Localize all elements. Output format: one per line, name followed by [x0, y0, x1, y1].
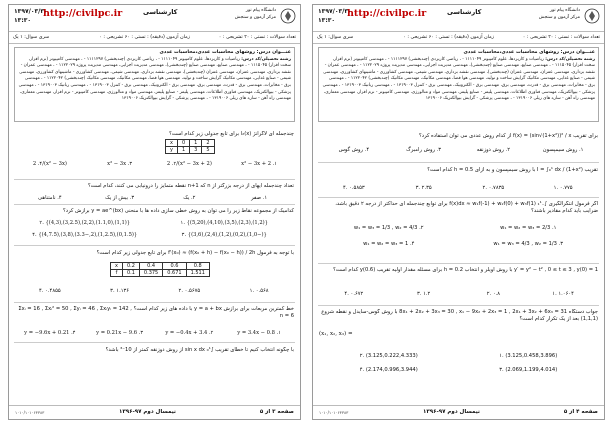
answer-options-row-1 — [319, 353, 598, 360]
option-2[interactable]: ۰.۵۶۷۵ .۲ — [178, 288, 201, 294]
solution-vector-label: (x₁, x₂, x₃) = — [319, 331, 353, 337]
table-cell: 0 — [177, 140, 189, 147]
option-4[interactable]: ۰.۴۸۵۵ .۴ — [39, 288, 61, 294]
option-4[interactable]: ۰.۶۷۲ .۴ — [344, 291, 364, 297]
option-2[interactable]: ۰.۷۸۳۵ .۲ — [482, 185, 505, 191]
question-series: سری سوال: ۱ یک — [317, 35, 354, 40]
table-cell: 5 — [202, 147, 214, 154]
data-table — [165, 139, 215, 154]
table-row — [111, 263, 210, 270]
option-1[interactable]: ۱. صفر — [251, 195, 268, 201]
divider — [318, 162, 599, 163]
divider — [14, 302, 295, 303]
exam-page-3 — [8, 4, 301, 420]
divider — [14, 204, 295, 205]
exam-page-4 — [312, 4, 605, 420]
option-3[interactable]: ۲.۳۵ .۳ — [415, 185, 432, 191]
exam-duration: زمان آزمون (دقیقه) : تستی : ۶۰ تشریحی : ۰ — [403, 35, 494, 40]
divider — [318, 197, 599, 198]
option-1[interactable]: w₁ = w₂ = w₃ = 2/3 .۱ — [500, 225, 557, 231]
table-cell: y — [166, 147, 178, 154]
semester-label: نیمسال دوم ۹۷-۱۳۹۶ — [119, 409, 176, 415]
question-text: با توجه به فرمول f'(x₀) ≈ (f(x₀ + h) − f(x₀ − h)) / 2h برای تابع جدولی زیر کدام است؟ — [96, 250, 294, 256]
option-2[interactable]: w₁ = w₃ = 1/3 , w₂ = 4/3 .۲ — [353, 225, 424, 231]
divider — [14, 342, 295, 343]
reference-code: ۱۰۱۰/۱۰۱۰۶۳۳۸۳ — [319, 410, 349, 415]
table-cell: x — [111, 263, 123, 270]
course-title: عنـــوان درس: روشهای محاسبات عددی،محاسبات عددی — [463, 50, 595, 55]
option-1[interactable]: ۱. روش سیمپسون — [542, 147, 584, 153]
divider — [318, 263, 599, 264]
answer-options-row-2 — [319, 241, 598, 248]
table-cell: 3 — [190, 147, 202, 154]
page-header — [313, 5, 604, 32]
question-10 — [15, 208, 294, 246]
answer-options-row-1 — [319, 225, 598, 232]
answer-options — [319, 147, 598, 154]
question-last — [15, 347, 294, 377]
option-2[interactable]: ۰.۸ .۲ — [486, 291, 501, 297]
question-text: خط کمترین مربعات برای برازش y = a + bx با داده های زیر کدام است؟ Σxᵢ = 16 , Σxᵢ² = 50 , Σyᵢ = 46 , Σxᵢyᵢ = 142 , n = 6 — [18, 306, 294, 319]
question-text: اگر فرمول انتگرالگیری ∫₋₁¹ f(x)dx ≈ w₁f(-1) + w₂f(0) + w₃f(1) برای توابع چندجمله ای حداکثر از درجه ۲ دقیق باشد، ضرایب باید کدام مقادیر باشند؟ — [335, 201, 598, 214]
field-label: رشته تحصیلی/کد درس: — [545, 56, 595, 62]
table-row — [166, 147, 215, 154]
option-1[interactable]: ۰.۵۶۸ .۱ — [249, 288, 269, 294]
option-3[interactable]: w₁ = w₃ = 4/3 , w₂ = 1/3 .۳ — [493, 241, 564, 247]
table-cell: 0.1 — [122, 270, 139, 277]
question-count: تعداد سوالات : تستی : ۲۰ تشریحی : ۰ — [522, 35, 600, 40]
table-cell: 0.375 — [139, 270, 162, 277]
question-9 — [15, 183, 294, 209]
table-cell: 0.8 — [186, 263, 209, 270]
question-text: جواب دستگاه 8x₁ + 2x₂ + 3x₃ = 30 , x₁ − 9x₂ + 2x₃ = 1 , 2x₁ + 3x₂ + 6x₃ = 31 با روش گوس-سایدل و نقطه شروع (1,1,1) بعد از یک تکرار کدام است؟ — [321, 309, 598, 322]
page-number: صفحه ۴ از ۵ — [563, 409, 598, 415]
exam-time: ۱۳:۳۰ — [318, 17, 336, 24]
option-1[interactable]: (3.125,0.458,3.896) .۱ — [499, 353, 558, 359]
option-2[interactable]: ۲. روش ذوزنقه — [476, 147, 510, 153]
answer-options — [15, 330, 294, 337]
divider — [14, 179, 295, 180]
option-3[interactable]: {(−1,0),(0,2),(1,2),(2,4),(3,6)} .۳ — [181, 232, 267, 238]
exam-date: ۱۳۹۷/۰۳/۳۰ — [14, 8, 48, 15]
question-16 — [319, 267, 598, 301]
question-text: کدامیک از مجموعه نقاط زیر را می توان به روش خطی سازی داده ها با منحنی y = ae^(bx) برازش کرد؟ — [63, 208, 294, 214]
divider — [318, 305, 599, 306]
table-row — [111, 270, 210, 277]
degree-level: کارشناسی — [143, 8, 178, 16]
option-4[interactable]: w₁ = w₂ = w₃ = 1 .۴ — [363, 241, 415, 247]
university-name: دانشگاه پیام نور — [549, 8, 580, 13]
table-cell: x — [166, 140, 178, 147]
page-number: صفحه ۳ از ۵ — [259, 409, 294, 415]
exam-center-name: مرکز آزمون و سنجش — [234, 15, 276, 20]
option-1[interactable]: {(1,2),(2,3),(3,5),(4,10),(5,20)} .۱ — [180, 220, 268, 226]
answer-options — [319, 291, 598, 298]
answer-options-row-1 — [15, 220, 294, 227]
exam-info-bar — [313, 32, 604, 44]
option-4[interactable]: ۴. نامتناهی — [38, 195, 62, 201]
answer-options-row-2 — [319, 367, 598, 374]
answer-options-row-2 — [15, 232, 294, 239]
field-list: ریاضیات و کاربردها، علوم کامپیوتر ۱۱۱۱۰۴۹ - ، ریاضی کاربردی (چندبخشی) ۱۱۱۱۲۹۷ - ، مهندسی کامپیوتر (نرم افزار، سخت افزار) ۱۱۱۵۰۴۵ - ، مهندسی صنایع، مهندسی صنایع (چندبخشی)، مهندسی مدیریت اجرایی، مهندسی مدیریت پروژه ۱۱۲۲۰۲۹ - ، مهندسی عمران - نقشه برداری، مهندسی عمران، مهندسی عمران (چندبخشی)، مهندسی نقشه برداری، مهندسی شیمی، مهندسی کشاورزی - ماشینهای کشاورزی، مهندسی شیمی - صنایع غذایی، مهندسی مکانیک گرایش ساخت و تولید، مهندسی هوا فضا، مهندسی مکانیک، مهندسی مکانیک (چندبخشی) ۱۱۲۲۰۴۲ - ، مهندسی برق - مخابرات، مهندسی برق - قدرت، مهندسی برق، مهندسی برق - الکترونیک، مهندسی برق - کنترل ۱۳۱۹۰۰۳ - ، مهندسی رباتیک ۱۳۱۹۰۰۳ - ، مهندسی پزشکی - بیوالکتریک، مهندسی فناوری اطلاعات، مهندسی پلیمر - صنایع پلیمر، مهندسی مواد و متالورژی، مهندسی کامپیوتر - نرم افزار، مهندسی معماری، مهندسی راه آهن - سازه های ریلی ۱۳۱۹۰۰۶ - ، مهندسی پزشکی - گرایش بیوالکتریک ۱۳۱۹۰۰۶ — [18, 56, 291, 102]
option-2[interactable]: {(1,1),(1.1,0),(2,2),(3,2.5),(4,3)} .۲ — [39, 220, 131, 226]
question-17 — [319, 309, 598, 401]
question-13 — [319, 133, 598, 161]
option-4[interactable]: ۴. روش گوس — [338, 147, 370, 153]
table-cell: 0.671 — [163, 270, 186, 277]
degree-level: کارشناسی — [447, 8, 482, 16]
site-url: http://civilpc.ir — [43, 8, 123, 19]
question-8 — [15, 131, 294, 181]
university-name: دانشگاه پیام نور — [245, 8, 276, 13]
question-series: سری سوال: ۱ یک — [13, 35, 50, 40]
course-info-box — [318, 47, 599, 122]
option-1[interactable]: ۰.۷۷۵ .۱ — [553, 185, 573, 191]
table-row — [166, 140, 215, 147]
table-cell: 1 — [177, 147, 189, 154]
option-3[interactable]: ۳. بیش از یک — [105, 195, 135, 201]
exam-date: ۱۳۹۷/۰۳/۳۰ — [318, 8, 352, 15]
question-text: برای تقریب f(x) = (sin√(1+x²))² / x از کدام روش عددی می توان استفاده کرد؟ — [419, 133, 598, 139]
option-3[interactable]: y = 0.21x − 9.6 .۳ — [96, 330, 144, 336]
answer-options — [15, 288, 294, 295]
question-text: چندجمله ای لاگرانژ l₂(x) برای تابع جدولی زیر کدام است؟ — [169, 131, 294, 137]
option-1[interactable]: ۱.۰۶۰۴ .۱ — [552, 291, 574, 297]
page-footer — [9, 405, 300, 419]
answer-options — [319, 185, 598, 192]
option-4[interactable]: ۰.۵۸۵۳ .۴ — [343, 185, 365, 191]
page-footer — [313, 405, 604, 419]
university-logo-icon — [584, 8, 600, 24]
table-cell: 0.4 — [139, 263, 162, 270]
exam-time: ۱۳:۳۰ — [14, 17, 32, 24]
option-2[interactable]: y = −0.4x + 3.4 .۲ — [165, 330, 214, 336]
option-4[interactable]: y = −9.6x + 0.21 .۴ — [24, 330, 76, 336]
option-3[interactable]: ۳. روش رامبرگ — [406, 147, 442, 153]
question-11 — [15, 250, 294, 305]
option-2[interactable]: ۲. یک — [183, 195, 196, 201]
table-cell: 1.511 — [186, 270, 209, 277]
course-title: عنـــوان درس: روشهای محاسبات عددی،محاسبات عددی — [159, 50, 291, 55]
option-3[interactable]: ۱.۱۳۶ .۳ — [110, 288, 130, 294]
question-text: تعداد چندجمله ایهای از درجه بزرگتر از n که n+1 نقطه متمایز را درونیابی می کنند، کدام است؟ — [87, 183, 294, 189]
field-list: ریاضیات و کاربردها، علوم کامپیوتر ۱۱۱۱۰۴۹ - ، ریاضی کاربردی (چندبخشی) ۱۱۱۱۲۹۷ - ، مهندسی کامپیوتر (نرم افزار، سخت افزار) ۱۱۱۵۰۴۵ - ، مهندسی صنایع، مهندسی صنایع (چندبخشی)، مهندسی مدیریت اجرایی، مهندسی مدیریت پروژه ۱۱۲۲۰۲۹ - ، مهندسی عمران - نقشه برداری، مهندسی عمران، مهندسی عمران (چندبخشی)، مهندسی نقشه برداری، مهندسی شیمی، مهندسی کشاورزی - ماشینهای کشاورزی، مهندسی شیمی - صنایع غذایی، مهندسی مکانیک گرایش ساخت و تولید، مهندسی هوا فضا، مهندسی مکانیک، مهندسی مکانیک (چندبخشی) ۱۱۲۲۰۴۲ - ، مهندسی برق - مخابرات، مهندسی برق - قدرت، مهندسی برق، مهندسی برق - الکترونیک، مهندسی برق - کنترل ۱۳۱۹۰۰۳ - ، مهندسی رباتیک ۱۳۱۹۰۰۳ - ، مهندسی پزشکی - بیوالکتریک، مهندسی فناوری اطلاعات، مهندسی پلیمر - صنایع پلیمر، مهندسی مواد و متالورژی، مهندسی کامپیوتر - نرم افزار، مهندسی معماری، مهندسی راه آهن - سازه های ریلی ۱۳۱۹۰۰۶ - ، مهندسی پزشکی - گرایش بیوالکتریک ۱۳۱۹۰۰۶ — [322, 56, 595, 102]
question-14 — [319, 167, 598, 195]
answer-options — [15, 161, 294, 168]
question-count: تعداد سوالات : تستی : ۲۰ تشریحی : ۰ — [218, 35, 296, 40]
field-label: رشته تحصیلی/کد درس: — [241, 56, 291, 62]
option-4[interactable]: (2.174,0.996,3.944) .۴ — [359, 367, 418, 373]
question-text: با چگونه انتخاب کنیم تا خطای تقریب ∫₀¹ sin x dx از روش ذوزنقه کمتر از 10⁻³ باشد؟ — [105, 347, 294, 353]
table-cell: 0.2 — [122, 263, 139, 270]
data-table — [110, 262, 210, 277]
table-cell: 2 — [202, 140, 214, 147]
site-url: http://civilpc.ir — [347, 8, 427, 19]
option-3[interactable]: ۱.۲ .۳ — [416, 291, 431, 297]
question-text: y′ = y² − t² , 0 ≤ t ≤ 3 , y(0) = 1 با روش اویلر و انتخاب h = 0.2 برای مسئله مقدار اولیه تقریب y(0.6) کدام است؟ — [333, 267, 598, 273]
answer-options — [15, 195, 294, 202]
option-4[interactable]: (x² − 3x)/2 .۴ — [32, 161, 67, 167]
option-3[interactable]: (2.069,1.199,4.014) .۳ — [499, 367, 558, 373]
option-4[interactable]: {(0,1.5),(1,2.5),(2,−3.3),(3,8),(4,7.5)} .۴ — [32, 232, 138, 238]
table-cell: 1 — [190, 140, 202, 147]
divider — [14, 245, 295, 246]
table-cell: f — [111, 270, 123, 277]
option-3[interactable]: x² − 3x .۳ — [107, 161, 133, 167]
table-cell: 0.6 — [163, 263, 186, 270]
option-2[interactable]: (3.125,0.222,4.333) .۲ — [359, 353, 418, 359]
reference-code: ۱۰۱۰/۱۰۱۰۶۳۳۸۳ — [15, 410, 45, 415]
exam-center-name: مرکز آزمون و سنجش — [538, 15, 580, 20]
question-text: تقریب I = ∫₀¹ dx / (1+x²) با روش سیمپسون و به ازای h = 0.5 کدام است؟ — [427, 167, 598, 173]
university-logo-icon — [280, 8, 296, 24]
option-1[interactable]: x² − 3x + 2 .۱ — [241, 161, 278, 167]
exam-duration: زمان آزمون (دقیقه) : تستی : ۶۰ تشریحی : ۰ — [99, 35, 190, 40]
option-1[interactable]: y = 3.4x − 0.8 .۱ — [237, 330, 281, 336]
question-12 — [15, 306, 294, 344]
exam-info-bar — [9, 32, 300, 44]
semester-label: نیمسال دوم ۹۷-۱۳۹۶ — [423, 409, 480, 415]
page-header — [9, 5, 300, 32]
question-15 — [319, 201, 598, 261]
option-2[interactable]: (x² − 3x + 2)/2 .۲ — [166, 161, 212, 167]
course-info-box — [14, 47, 295, 122]
